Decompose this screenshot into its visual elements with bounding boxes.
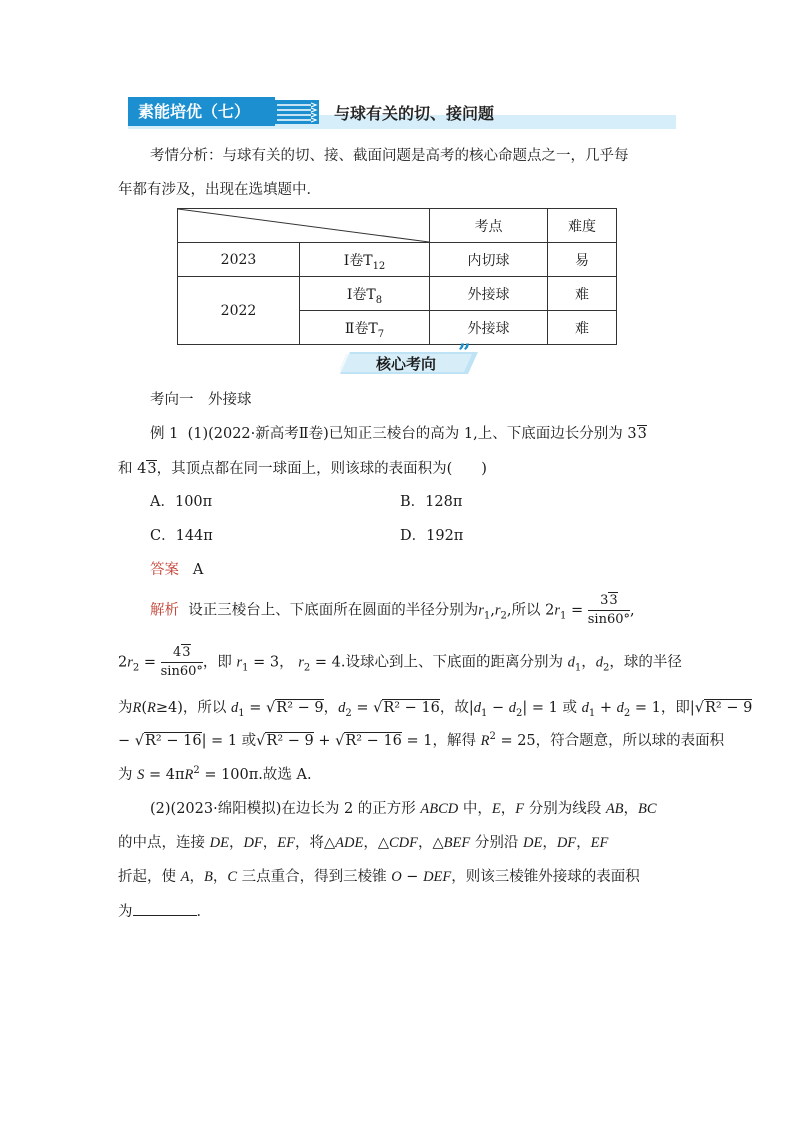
option-c: C．144π <box>150 528 213 544</box>
header-nandu: 难度 <box>548 209 617 243</box>
fraction-2: $\frac{43}{\sin 60^\circ}$ <box>160 645 203 679</box>
quote-mark-icon: ” <box>458 340 471 366</box>
section-label-box <box>128 97 275 126</box>
diagonal-line <box>178 209 429 242</box>
juan-cell: Ⅱ卷$T_7$ <box>300 311 430 345</box>
fraction-1: $\frac{33}{\sin 60^\circ}$ <box>587 593 630 627</box>
answer-label: 答案 <box>150 562 179 578</box>
year-cell: 2022 <box>178 277 300 345</box>
answer-line <box>150 560 203 580</box>
example2-line3: 折起，使 A，B，C 三点重合，得到三棱锥 O − DEF，则该三棱锥外接球的表面积 <box>118 869 640 885</box>
exam-table <box>177 208 617 345</box>
table-header-row <box>178 209 617 243</box>
analysis-line4: − √R² − 16| = 1 或√R² − 9 + √R² − 16 = 1，解得 $R^2 = 25$，符合题意，所以球的表面积 <box>118 731 725 749</box>
example1-line2: 和 43，其顶点都在同一球面上，则该球的表面积为( ) <box>118 461 487 477</box>
badge-label: 核心考向 <box>376 355 437 373</box>
section-title: 考向一 外接球 <box>150 392 252 408</box>
page-title: 与球有关的切、接问题 <box>334 104 495 123</box>
juan-cell: Ⅰ卷$T_8$ <box>300 277 430 311</box>
example2-line4: 为 ． <box>118 901 211 922</box>
intro-line-1: 考情分析：与球有关的切、接、截面问题是高考的核心命题点之一，几乎每 <box>150 148 629 164</box>
analysis-line2: $2r_2$ = $\frac{43}{\sin 60^\circ}$ ，即 $r_1 = 3$， $r_2 = 4$.设球心到上、下底面的距离分别为 $d_1$，$d_2$，球的半径 <box>118 645 682 679</box>
table-row <box>178 243 617 277</box>
juan-cell: Ⅰ卷$T_{12}$ <box>300 243 430 277</box>
analysis-line3: 为R(R≥4)，所以 $d_1 = √R^2 - 9$，$d_2 = √R^2 - 16$，故$|d_1 - d_2| = 1$ 或 $d_1 + d_2 = 1$，即|√R² − 9 <box>118 700 753 719</box>
example1-line1: 例 1 (1)(2022·新高考Ⅱ卷)已知正三棱台的高为 1,上、下底面边长分别为 33 <box>150 426 647 442</box>
analysis-label: 解析 <box>150 602 179 619</box>
intro-line-2: 年都有涉及，出现在选填题中． <box>118 182 321 198</box>
option-b: B．128π <box>400 494 463 510</box>
option-a: A．100π <box>150 494 213 510</box>
kaodian-cell: 内切球 <box>430 243 548 277</box>
diagonal-header-cell <box>178 209 430 243</box>
year-cell: 2023 <box>178 243 300 277</box>
header-arrow-lines-icon <box>275 100 319 124</box>
section-label: 素能培优（七） <box>138 102 251 121</box>
example2-line1: (2)(2023·绵阳模拟)在边长为 2 的正方形 ABCD 中，E，F 分别为线段 AB，BC <box>150 801 657 817</box>
analysis-line1: 解析 设正三棱台上、下底面所在圆面的半径分别为$r_1,r_2$,所以 $2r_1$ = $\frac{33}{\sin 60^\circ}$ , <box>150 593 635 627</box>
kaodian-cell: 外接球 <box>430 311 548 345</box>
option-d: D．192π <box>400 528 464 544</box>
answer-blank[interactable] <box>133 901 197 916</box>
answer-value: A <box>192 562 204 578</box>
nandu-cell: 难 <box>548 277 617 311</box>
analysis-line5: 为 $S = 4\pi R^2 = 100\pi$.故选 A. <box>118 765 312 783</box>
header-kaodian: 考点 <box>430 209 548 243</box>
nandu-cell: 易 <box>548 243 617 277</box>
nandu-cell: 难 <box>548 311 617 345</box>
kaodian-cell: 外接球 <box>430 277 548 311</box>
example2-line2: 的中点，连接 DE，DF，EF，将△ADE，△CDF，△BEF 分别沿 DE，DF，EF <box>118 835 609 851</box>
table-row <box>178 277 617 311</box>
